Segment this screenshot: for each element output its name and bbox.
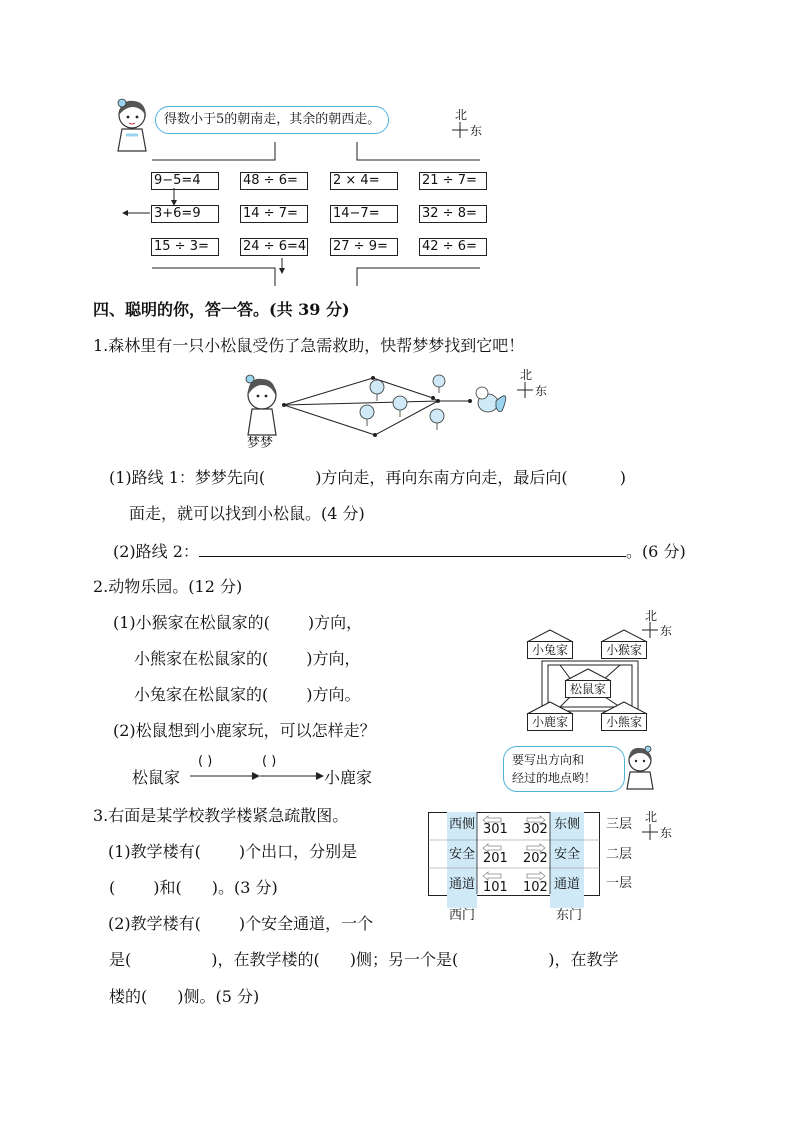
room-number: 101 [483,880,508,895]
route-paren-1: ( ) [198,754,213,769]
speech-text: 得数小于5的朝南走，其余的朝西走。 [164,112,381,127]
q2-line1-a: (1)小猴家在松鼠家的( [113,613,270,632]
room-number: 201 [483,851,508,866]
grid-cell: 2 × 4= [330,172,398,190]
q3-line4-a: 是( [109,950,132,969]
q1-title: 1.森林里有一只小松鼠受伤了急需救助，快帮梦梦找到它吧！ [93,336,525,355]
compass-cross-icon [642,622,658,638]
q3-line4 [109,950,619,970]
q1-part1-text-a: (1)路线 1：梦梦先向( [109,468,266,487]
compass-north-label: 北 [455,108,468,122]
q3-line1-b: )个出口，分别是 [238,842,358,861]
q2-line3 [134,685,361,705]
q1-part1-text-b: )方向走，再向东南方向走，最后向( [315,468,568,487]
room-number: 102 [523,880,548,895]
q2-line2-a: 小熊家在松鼠家的( [134,649,269,668]
girl-illustration [622,744,658,790]
west-stair-text: 安全 [449,847,476,862]
q1-part1-line2: 面走，就可以找到小松鼠。(4 分) [129,504,365,523]
compass-east-label: 东 [535,384,548,398]
compass-cross-icon [452,122,468,138]
girl-name-label: 梦梦 [247,436,274,451]
grid-cell: 48 ÷ 6= [240,172,308,190]
west-stair-text: 通道 [449,877,476,892]
forest-map [240,365,510,460]
floor-label: 三层 [606,817,633,832]
route-end: 小鹿家 [324,768,373,787]
q1-part1-text-c: ) [619,468,626,487]
q2-line2-b: )方向， [306,649,361,668]
q2-line4: (2)松鼠想到小鹿家玩，可以怎样走？ [113,721,376,740]
q1-part2-text-a: (2)路线 2： [113,542,199,561]
answer-line[interactable] [199,540,626,557]
house-rabbit: 小兔家 [527,641,573,659]
q3-line2-b: )和( [153,878,182,897]
hint-line-1: 要写出方向和 [512,753,585,767]
compass-north-label: 北 [520,368,533,382]
q3-line4-c: )侧；另一个是( [349,950,459,969]
grid-cell: 27 ÷ 9= [330,238,398,256]
compass-east-label: 东 [660,624,673,638]
speech-bubble [155,106,389,134]
q3-line4-d: )，在教学 [548,950,619,969]
hint-line-2: 经过的地点哟！ [512,771,597,785]
grid-cell: 15 ÷ 3= [151,238,219,256]
route-start: 松鼠家 [132,768,181,787]
q2-line1-b: )方向， [307,613,363,632]
q3-line5-b: )侧。(5 分) [177,987,260,1006]
west-stair-text: 西侧 [449,817,476,832]
east-stair-text: 安全 [554,847,581,862]
east-stair-text: 东侧 [554,817,581,832]
route-arrows [188,770,326,782]
q2-line2 [134,649,361,669]
q3-line4-b: )，在教学楼的( [211,950,320,969]
grid-cell: 9−5=4 [151,172,219,190]
east-gate-label: 东门 [556,908,583,923]
floor-label: 一层 [606,876,633,891]
q3-line3 [108,914,373,934]
house-deer: 小鹿家 [527,713,573,731]
q2-line3-a: 小兔家在松鼠家的( [134,685,269,704]
q3-line5-a: 楼的( [109,987,148,1006]
room-number: 301 [483,822,508,837]
q2-line1 [113,613,362,633]
compass-east-label: 东 [470,124,483,138]
grid-cell: 21 ÷ 7= [419,172,487,190]
q2-title: 2.动物乐园。(12 分) [93,577,243,596]
q3-line2-a: ( [109,878,116,897]
q3-line1 [108,842,357,862]
compass-east-label: 东 [660,826,673,840]
floor-label: 二层 [606,847,633,862]
compass-cross-icon [517,382,533,398]
house-bear: 小熊家 [601,713,647,731]
q3-line2 [109,878,278,898]
grid-cell: 24 ÷ 6=4 [240,238,308,256]
compass-north-label: 北 [645,810,658,824]
hint-bubble [503,746,625,792]
q1-part2-line [113,540,686,562]
q3-line3-a: (2)教学楼有( [108,914,201,933]
compass-north-label: 北 [645,609,658,623]
room-number: 202 [523,851,548,866]
q1-part2-text-b: 。(6 分) [625,542,686,561]
house-squirrel: 松鼠家 [565,680,611,698]
west-gate-label: 西门 [449,908,476,923]
east-stair-text: 通道 [554,877,581,892]
q1-part1-line [109,468,626,488]
q3-title: 3.右面是某学校教学楼紧急疏散图。 [93,806,349,825]
q3-line5 [109,987,259,1007]
q3-line2-c: )。(3 分) [211,878,278,897]
room-number: 302 [523,822,548,837]
grid-cell: 14 ÷ 7= [240,205,308,223]
q3-line1-a: (1)教学楼有( [108,842,201,861]
q2-line3-b: )方向。 [306,685,361,704]
grid-cell: 42 ÷ 6= [419,238,487,256]
grid-cell: 14−7= [330,205,398,223]
route-paren-2: ( ) [262,754,277,769]
house-monkey: 小猴家 [601,641,647,659]
compass-cross-icon [642,824,658,840]
grid-cell: 32 ÷ 8= [419,205,487,223]
q3-line3-b: )个安全通道，一个 [238,914,374,933]
section-title: 四、聪明的你，答一答。(共 39 分) [93,300,350,319]
grid-cell: 3+6=9 [151,205,219,223]
